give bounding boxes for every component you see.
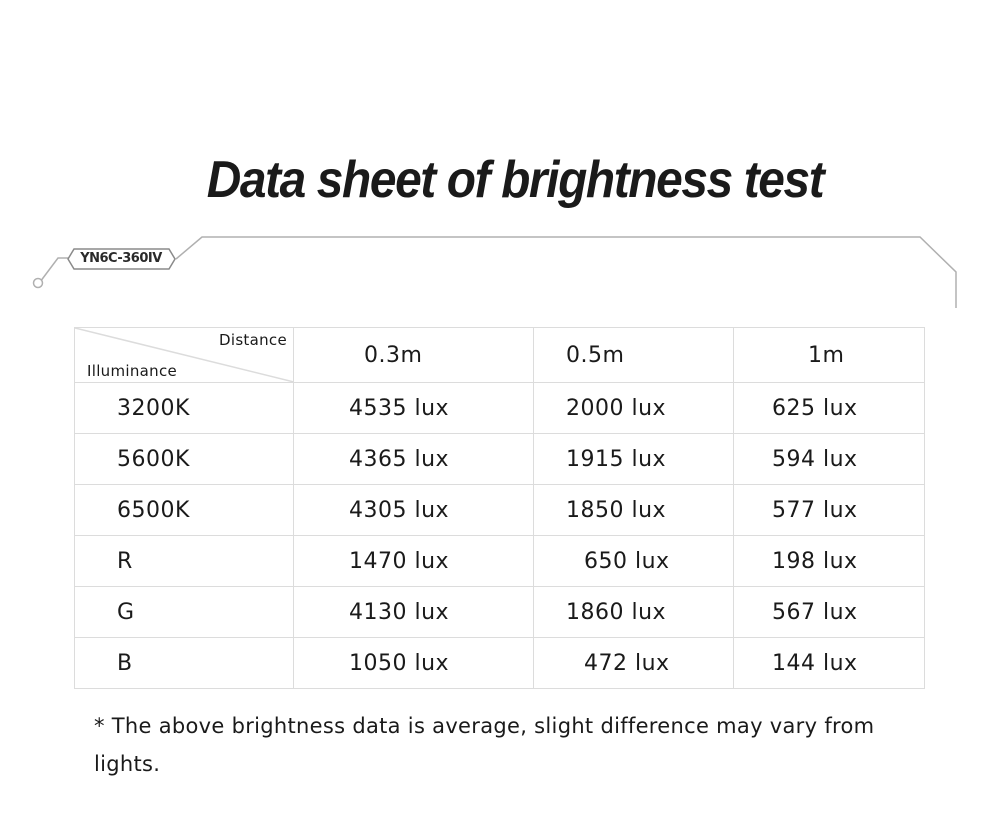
table-cell: 577 lux [734,485,925,536]
column-header-0-3m: 0.3m [294,328,534,383]
table-cell: 1050 lux [294,638,534,689]
table-cell: 1470 lux [294,536,534,587]
table-cell: 1860 lux [534,587,734,638]
table-cell: 625 lux [734,383,925,434]
table-cell: 2000 lux [534,383,734,434]
table-row [75,587,925,638]
table-row [75,383,925,434]
table-cell: 1915 lux [534,434,734,485]
table-row [75,638,925,689]
table-cell: 567 lux [734,587,925,638]
decorative-frame-line [0,0,990,320]
column-header-0-5m: 0.5m [534,328,734,383]
brightness-table [74,327,925,689]
row-label: 5600K [75,434,294,485]
table-row [75,434,925,485]
footnote: * The above brightness data is average, slight difference may vary from lights. [94,714,875,776]
table-cell: 144 lux [734,638,925,689]
table-cell: 650 lux [534,536,734,587]
corner-header-cell [75,328,294,383]
table-cell: 4365 lux [294,434,534,485]
table-row [75,536,925,587]
table-cell: 4130 lux [294,587,534,638]
table-cell: 4305 lux [294,485,534,536]
table-cell: 1850 lux [534,485,734,536]
table-cell: 472 lux [534,638,734,689]
page-title: Data sheet of brightness test [206,151,824,209]
row-label: 3200K [75,383,294,434]
row-label: 6500K [75,485,294,536]
table-row [75,485,925,536]
table-header-row [75,328,925,383]
row-label: B [75,638,294,689]
row-label: R [75,536,294,587]
table-cell: 4535 lux [294,383,534,434]
table-cell: 198 lux [734,536,925,587]
column-header-1m: 1m [734,328,925,383]
distance-label: Distance [219,331,287,349]
illuminance-label: Illuminance [87,362,178,380]
table-cell: 594 lux [734,434,925,485]
model-badge: YN6C-360IV [80,251,162,266]
row-label: G [75,587,294,638]
